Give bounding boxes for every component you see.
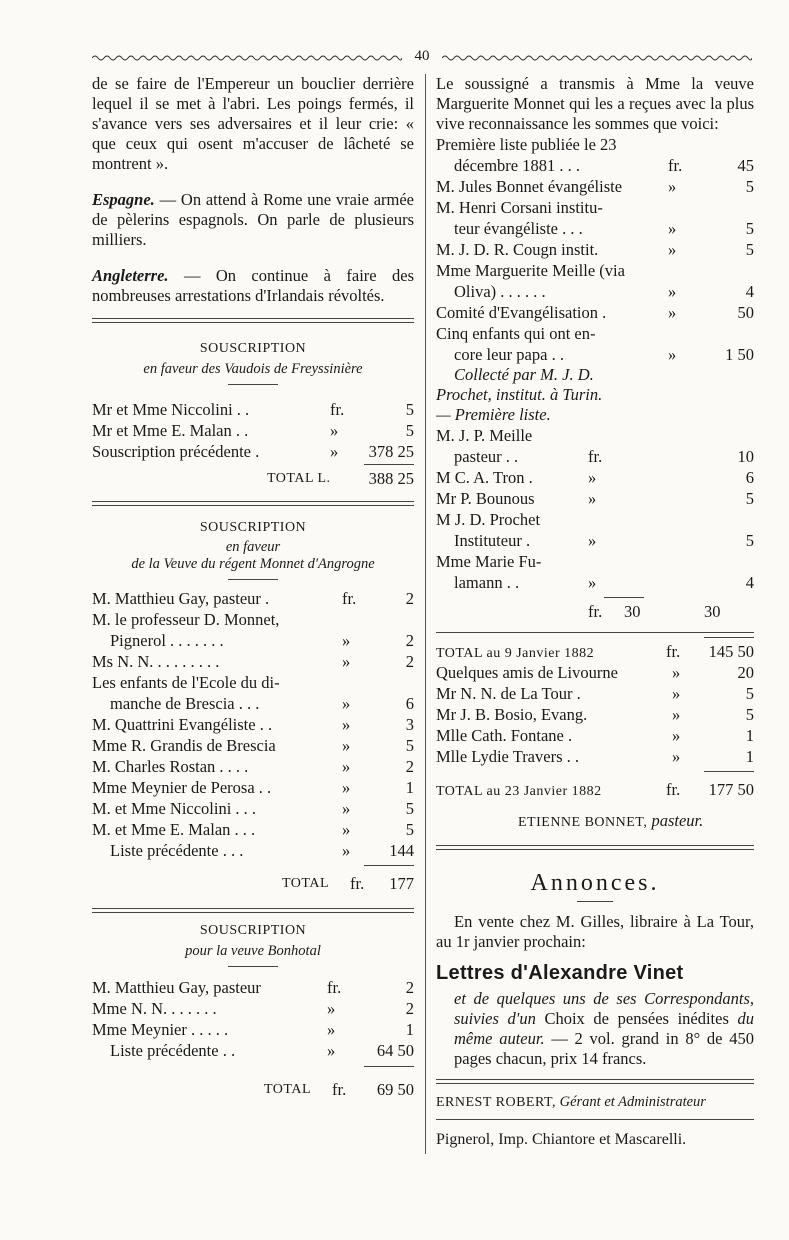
item-amount: 1 bbox=[745, 747, 754, 766]
item-label: Mme Marguerite Meille (via bbox=[436, 261, 625, 280]
item-amount: 5 bbox=[405, 421, 414, 440]
donation-rows-2 bbox=[436, 662, 754, 767]
collecte-line-2: Prochet, institut. à Turin. bbox=[436, 385, 603, 404]
short-rule bbox=[577, 901, 613, 902]
total-january-9 bbox=[436, 641, 754, 662]
item-mark: » bbox=[668, 303, 677, 322]
right-column bbox=[436, 74, 754, 1150]
item-label: core leur papa . . bbox=[454, 345, 564, 364]
item-label: Mme Meynier . . . . . bbox=[92, 1020, 229, 1039]
item-mark: » bbox=[342, 799, 351, 818]
annonce-text: En vente chez M. Gilles, libraire à La Tour, au 1r janvier prochain: bbox=[436, 912, 754, 951]
item-mark: » bbox=[342, 778, 351, 797]
list-item bbox=[436, 239, 754, 260]
item-mark: fr. bbox=[588, 447, 603, 466]
item-label: Mme N. N. . . . . . . bbox=[92, 999, 217, 1018]
list-item bbox=[92, 441, 414, 462]
list-item bbox=[436, 425, 754, 446]
item-amount: 5 bbox=[745, 240, 754, 259]
subscription-title: SOUSCRIPTION bbox=[199, 341, 307, 356]
list-item bbox=[92, 735, 414, 756]
item-label: Mlle Lydie Travers . . bbox=[436, 747, 579, 766]
column-divider bbox=[425, 74, 426, 1154]
item-amount: 1 bbox=[405, 778, 414, 797]
item-mark: » bbox=[327, 1041, 336, 1060]
item-label: Première liste publiée le 23 bbox=[436, 135, 617, 154]
item-amount: 2 bbox=[405, 978, 414, 997]
list-item bbox=[92, 420, 414, 441]
item-amount: 5 bbox=[745, 219, 754, 238]
total-label: TOTAL L. bbox=[267, 471, 331, 486]
total-currency: fr. bbox=[350, 874, 365, 893]
sum-rule bbox=[704, 771, 754, 772]
item-amount: 5 bbox=[405, 799, 414, 818]
item-mark: fr. bbox=[668, 156, 683, 175]
section-divider bbox=[436, 1079, 754, 1084]
item-mark: » bbox=[330, 442, 339, 461]
subtotal-amount: 30 bbox=[624, 602, 641, 621]
book-desc-italic: et de quelques uns de ses Correspondants, suivies d'un bbox=[454, 989, 754, 1028]
espagne-text: — On attend à Rome une vraie armée de pèlerins espagnols. On parle de plusieurs milliers. bbox=[92, 190, 414, 249]
item-mark: » bbox=[668, 219, 677, 238]
item-mark: » bbox=[668, 345, 677, 364]
list-item bbox=[436, 344, 754, 365]
total-amount: 69 50 bbox=[376, 1080, 414, 1099]
item-label: décembre 1881 . . . bbox=[454, 156, 580, 175]
item-mark: fr. bbox=[342, 589, 357, 608]
item-amount: 5 bbox=[405, 820, 414, 839]
item-mark: » bbox=[342, 820, 351, 839]
list-item bbox=[436, 746, 754, 767]
item-label: Mr P. Bounous bbox=[436, 489, 535, 508]
list-item bbox=[436, 446, 754, 467]
item-mark: » bbox=[672, 747, 681, 766]
list-item bbox=[92, 1019, 414, 1040]
list-item bbox=[92, 714, 414, 735]
item-amount: 4 bbox=[745, 282, 754, 301]
item-label: Souscription précédente . bbox=[92, 442, 260, 461]
item-mark: » bbox=[342, 694, 351, 713]
subscription-subtitle: pour la veuve Bonhotal bbox=[185, 943, 321, 959]
list-item bbox=[92, 798, 414, 819]
item-label: Mlle Cath. Fontane . bbox=[436, 726, 573, 745]
list-item bbox=[92, 777, 414, 798]
sum-rule bbox=[604, 597, 644, 598]
item-label: Mr N. N. de La Tour . bbox=[436, 684, 581, 703]
item-amount: 5 bbox=[405, 400, 414, 419]
list-item bbox=[92, 672, 414, 693]
subscription-title: SOUSCRIPTION bbox=[199, 520, 307, 535]
item-amount: 1 bbox=[405, 1020, 414, 1039]
item-amount: 5 bbox=[745, 489, 754, 508]
item-label: M. Jules Bonnet évangéliste bbox=[436, 177, 623, 196]
item-mark: » bbox=[672, 663, 681, 682]
item-label: Quelques amis de Livourne bbox=[436, 663, 618, 682]
list-item bbox=[436, 509, 754, 530]
list-item bbox=[436, 704, 754, 725]
item-amount: 45 bbox=[737, 156, 754, 175]
item-mark: » bbox=[588, 489, 597, 508]
item-mark: » bbox=[668, 177, 677, 196]
item-amount: 50 bbox=[737, 303, 754, 322]
total-january-23 bbox=[436, 779, 754, 800]
subscription-freyssiniere bbox=[92, 341, 414, 489]
item-label: Instituteur . bbox=[454, 531, 531, 550]
item-amount: 5 bbox=[745, 705, 754, 724]
item-label: pasteur . . bbox=[454, 447, 519, 466]
book-desc-text: Choix de pensées inédites bbox=[535, 1009, 738, 1028]
total-amount: 388 25 bbox=[368, 469, 414, 488]
item-label: Oliva) . . . . . . bbox=[454, 282, 546, 301]
total-label: TOTAL bbox=[264, 1082, 312, 1097]
list-item bbox=[92, 977, 414, 998]
espagne-heading: Espagne. bbox=[92, 190, 155, 209]
list-item bbox=[92, 998, 414, 1019]
sum-rule bbox=[364, 1066, 414, 1067]
item-label: Mme Marie Fu- bbox=[436, 552, 542, 571]
list-item bbox=[436, 155, 754, 176]
subscription-total bbox=[92, 468, 414, 489]
item-label: M C. A. Tron . bbox=[436, 468, 533, 487]
item-amount: 4 bbox=[745, 573, 754, 592]
item-label: Pignerol . . . . . . . bbox=[110, 631, 224, 650]
subtotal-carry: 30 bbox=[704, 602, 721, 621]
list-item bbox=[436, 323, 754, 344]
subscription-subtitle: en faveur des Vaudois de Freyssinière bbox=[143, 361, 363, 377]
item-amount: 5 bbox=[745, 684, 754, 703]
total-label: TOTAL au 23 Janvier 1882 bbox=[436, 784, 602, 799]
item-mark: » bbox=[668, 282, 677, 301]
item-mark: » bbox=[342, 757, 351, 776]
item-label: M. J. P. Meille bbox=[436, 426, 533, 445]
espagne-paragraph bbox=[92, 190, 414, 250]
list-item bbox=[436, 488, 754, 509]
signature-role: pasteur. bbox=[651, 811, 704, 830]
item-mark: » bbox=[327, 999, 336, 1018]
item-amount: 5 bbox=[745, 531, 754, 550]
list-item bbox=[92, 756, 414, 777]
item-mark: » bbox=[588, 468, 597, 487]
item-label: M. le professeur D. Monnet, bbox=[92, 610, 280, 629]
page-number: 40 bbox=[414, 48, 430, 64]
list-item bbox=[92, 399, 414, 420]
list-item bbox=[436, 134, 754, 155]
item-label: M. et Mme E. Malan . . . bbox=[92, 820, 256, 839]
item-mark: » bbox=[588, 531, 597, 550]
item-amount: 378 25 bbox=[368, 442, 414, 461]
item-label: Les enfants de l'Ecole du di- bbox=[92, 673, 280, 692]
list-item bbox=[436, 683, 754, 704]
item-mark: » bbox=[327, 1020, 336, 1039]
collecte-subtotal bbox=[436, 601, 754, 622]
item-mark: » bbox=[342, 841, 351, 860]
total-label: TOTAL au 9 Janvier 1882 bbox=[436, 646, 595, 661]
item-mark: » bbox=[668, 240, 677, 259]
item-amount: 2 bbox=[405, 631, 414, 650]
total-amount: 177 bbox=[389, 874, 414, 893]
short-rule bbox=[228, 384, 278, 385]
section-divider bbox=[92, 318, 414, 323]
item-amount: 3 bbox=[405, 715, 414, 734]
total-amount: 145 50 bbox=[708, 642, 754, 661]
item-label: M. Quattrini Evangéliste . . bbox=[92, 715, 273, 734]
subscription-bonhotal bbox=[92, 923, 414, 1100]
item-amount: 6 bbox=[405, 694, 414, 713]
item-label: Ms N. N. . . . . . . . . bbox=[92, 652, 220, 671]
item-amount: 2 bbox=[405, 757, 414, 776]
total-currency: fr. bbox=[332, 1080, 347, 1099]
item-label: M. et Mme Niccolini . . . bbox=[92, 799, 257, 818]
list-item bbox=[92, 819, 414, 840]
book-description bbox=[436, 989, 754, 1069]
item-label: M. J. D. R. Cougn instit. bbox=[436, 240, 599, 259]
item-label: teur évangéliste . . . bbox=[454, 219, 583, 238]
item-amount: 5 bbox=[405, 736, 414, 755]
donation-rows bbox=[436, 134, 754, 365]
item-label: Mme Meynier de Perosa . . bbox=[92, 778, 272, 797]
imprint-line: Pignerol, Imp. Chiantore et Mascarelli. bbox=[436, 1131, 687, 1148]
short-rule bbox=[228, 579, 278, 580]
list-item bbox=[436, 467, 754, 488]
subscription-total bbox=[92, 873, 414, 894]
section-divider bbox=[436, 632, 754, 633]
signature bbox=[436, 810, 754, 831]
item-amount: 1 50 bbox=[725, 345, 754, 364]
item-mark: » bbox=[672, 684, 681, 703]
list-item bbox=[92, 840, 414, 861]
list-item bbox=[436, 218, 754, 239]
total-currency: fr. bbox=[666, 642, 681, 661]
annonces-heading: Annonces. bbox=[530, 870, 660, 896]
item-amount: 20 bbox=[737, 663, 754, 682]
item-amount: 2 bbox=[405, 652, 414, 671]
list-item bbox=[436, 260, 754, 281]
section-divider bbox=[436, 1119, 754, 1120]
section-divider bbox=[436, 845, 754, 850]
left-column bbox=[92, 74, 414, 1100]
item-amount: 10 bbox=[737, 447, 754, 466]
item-amount: 144 bbox=[389, 841, 414, 860]
item-mark: » bbox=[342, 631, 351, 650]
item-label: lamann . . bbox=[454, 573, 520, 592]
total-currency: fr. bbox=[666, 780, 681, 799]
subscription-subtitle: en faveur bbox=[225, 539, 281, 555]
subscription-total bbox=[92, 1079, 414, 1100]
subscription-title: SOUSCRIPTION bbox=[199, 923, 307, 938]
list-item bbox=[436, 551, 754, 572]
item-amount: 2 bbox=[405, 999, 414, 1018]
list-item bbox=[436, 662, 754, 683]
list-item bbox=[92, 1040, 414, 1061]
subtotal-currency: fr. bbox=[588, 602, 603, 621]
list-item bbox=[436, 281, 754, 302]
book-desc-end: — 2 vol. grand in 8° de 450 pages chacun, prix 14 francs. bbox=[454, 1029, 754, 1068]
sum-rule bbox=[704, 637, 754, 638]
signature-name: ETIENNE BONNET, bbox=[518, 815, 648, 830]
list-item bbox=[92, 609, 414, 630]
subscription-subtitle-2: de la Veuve du régent Monnet d'Angrogne bbox=[131, 556, 375, 572]
subscription-rows bbox=[92, 399, 414, 462]
subscription-rows bbox=[92, 588, 414, 861]
sum-rule bbox=[364, 865, 414, 866]
item-amount: 2 bbox=[405, 589, 414, 608]
transmission-intro: Le soussigné a transmis à Mme la veuve Marguerite Monnet qui les a reçues avec la plus vive reconnaissance les sommes que voici: bbox=[436, 74, 754, 133]
sum-rule bbox=[364, 464, 414, 465]
header-ornament-right bbox=[442, 54, 752, 62]
item-mark: fr. bbox=[327, 978, 342, 997]
item-amount: 6 bbox=[745, 468, 754, 487]
item-label: Mme R. Grandis de Brescia bbox=[92, 736, 276, 755]
book-title: Lettres d'Alexandre Vinet bbox=[436, 962, 684, 984]
item-label: M J. D. Prochet bbox=[436, 510, 541, 529]
item-mark: » bbox=[330, 421, 339, 440]
subscription-monnet bbox=[92, 520, 414, 894]
page-header bbox=[92, 48, 752, 70]
item-amount: 1 bbox=[745, 726, 754, 745]
item-label: Comité d'Evangélisation . bbox=[436, 303, 607, 322]
section-divider bbox=[92, 501, 414, 506]
angleterre-heading: Angleterre. bbox=[92, 266, 169, 285]
item-label: Mr et Mme Niccolini . . bbox=[92, 400, 250, 419]
item-mark: » bbox=[672, 726, 681, 745]
item-label: M. Matthieu Gay, pasteur . bbox=[92, 589, 270, 608]
list-item bbox=[92, 588, 414, 609]
item-label: M. Charles Rostan . . . . bbox=[92, 757, 249, 776]
item-mark: » bbox=[588, 573, 597, 592]
list-item bbox=[92, 651, 414, 672]
header-ornament-left bbox=[92, 54, 402, 62]
list-item bbox=[436, 302, 754, 323]
item-label: manche de Brescia . . . bbox=[110, 694, 260, 713]
list-item bbox=[436, 530, 754, 551]
list-item bbox=[436, 572, 754, 593]
gerant-line bbox=[436, 1092, 754, 1113]
subscription-rows bbox=[92, 977, 414, 1061]
item-label: Liste précédente . . bbox=[110, 1041, 236, 1060]
short-rule bbox=[228, 966, 278, 967]
item-label: Mr J. B. Bosio, Evang. bbox=[436, 705, 588, 724]
item-mark: » bbox=[342, 715, 351, 734]
total-label: TOTAL bbox=[282, 876, 330, 891]
total-amount: 177 50 bbox=[708, 780, 754, 799]
collecte-line-3: — Première liste. bbox=[436, 405, 551, 424]
item-label: Liste précédente . . . bbox=[110, 841, 244, 860]
intro-paragraph: de se faire de l'Empereur un bouclier derrière lequel il se met à l'abri. Les poings fermés, il s'avance vers ses adversaires et il leur crie: « que ceux qui osent m'accuser de lâcheté se montrent ». bbox=[92, 74, 414, 173]
item-mark: » bbox=[672, 705, 681, 724]
angleterre-text: — On continue à faire des nombreuses arrestations d'Irlandais révoltés. bbox=[92, 266, 414, 305]
item-mark: » bbox=[342, 652, 351, 671]
list-item bbox=[436, 197, 754, 218]
item-mark: » bbox=[342, 736, 351, 755]
angleterre-paragraph bbox=[92, 266, 414, 306]
section-divider bbox=[92, 908, 414, 913]
item-label: M. Matthieu Gay, pasteur bbox=[92, 978, 261, 997]
item-amount: 64 50 bbox=[376, 1041, 414, 1060]
gerant-name: ERNEST ROBERT, bbox=[436, 1095, 556, 1110]
item-label: Cinq enfants qui ont en- bbox=[436, 324, 596, 343]
gerant-role: Gérant et Administrateur bbox=[559, 1094, 706, 1110]
collecte-line-1: Collecté par M. J. D. bbox=[454, 365, 594, 384]
item-label: M. Henri Corsani institu- bbox=[436, 198, 603, 217]
list-item bbox=[436, 725, 754, 746]
collecte-rows bbox=[436, 425, 754, 593]
list-item bbox=[436, 176, 754, 197]
book-desc-italic-2: du même auteur. bbox=[454, 1009, 755, 1048]
list-item bbox=[92, 693, 414, 714]
item-amount: 5 bbox=[745, 177, 754, 196]
item-label: Mr et Mme E. Malan . . bbox=[92, 421, 249, 440]
list-item bbox=[92, 630, 414, 651]
item-mark: fr. bbox=[330, 400, 345, 419]
